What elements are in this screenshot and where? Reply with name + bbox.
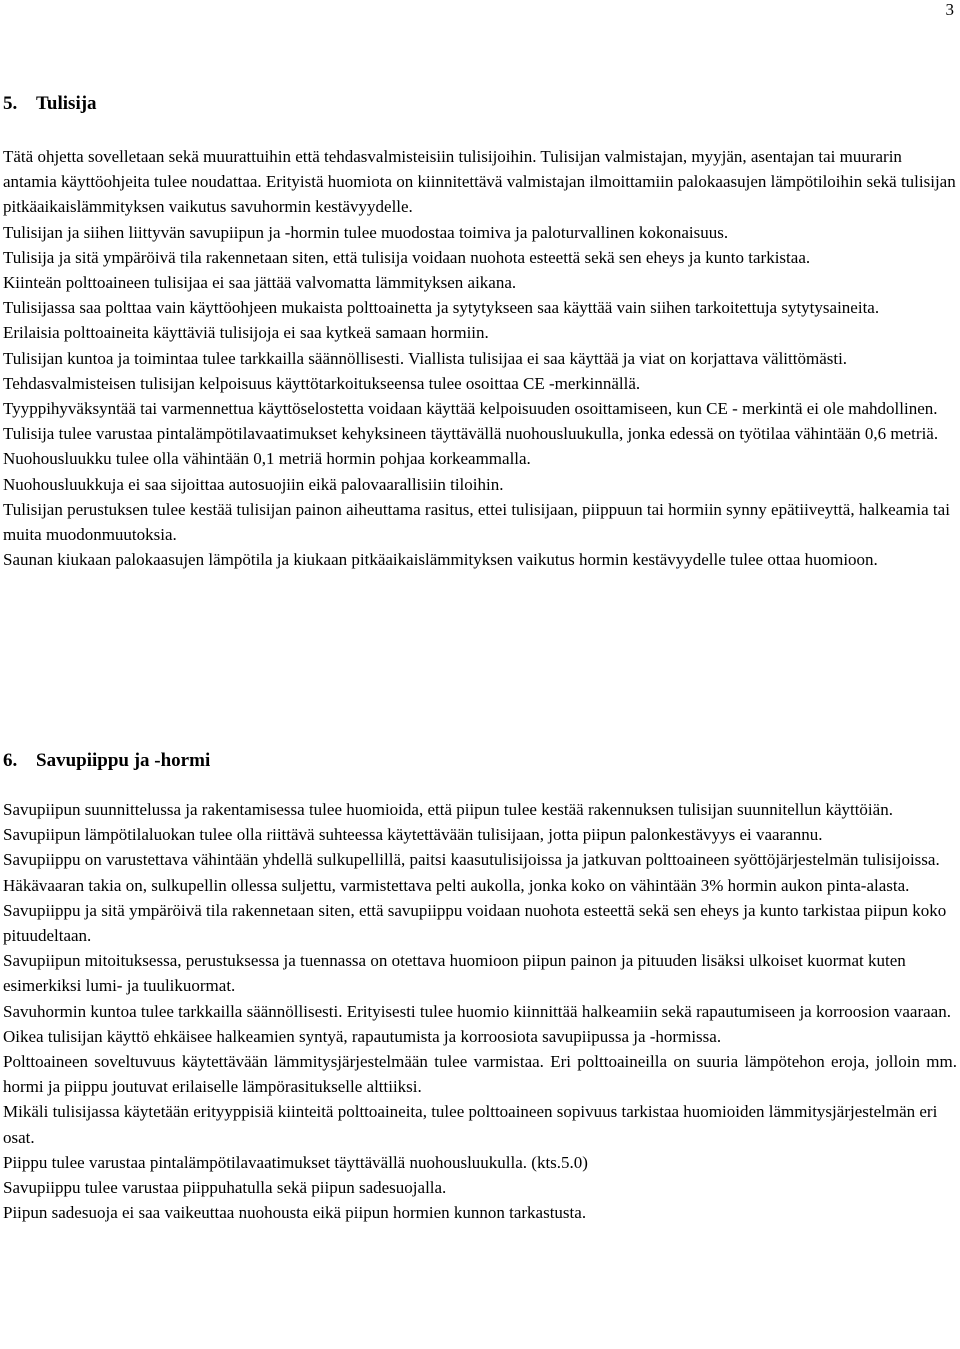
paragraph: Tulisijan kuntoa ja toimintaa tulee tarkkailla säännöllisesti. Viallista tulisijaa ei saa käyttää ja viat on korjattava välittömästi. — [3, 348, 848, 368]
paragraph: Tehdasvalmisteisen tulisijan kelpoisuus käyttötarkoitukseensa tulee osoittaa CE -merkinnällä. — [3, 373, 641, 393]
paragraph: Erilaisia polttoaineita käyttäviä tulisijoja ei saa kytkeä samaan hormiin. — [3, 323, 489, 343]
paragraph: Häkävaaran takia on, sulkupellin ollessa suljettu, varmistettava pelti aukolla, jonka koko on vähintään 3% hormin aukon pinta-alasta. — [3, 875, 910, 895]
paragraph: Tulisija ja sitä ympäröivä tila rakennetaan siten, että tulisija voidaan nuohota esteettä sekä sen eheys ja kunto tarkistaa. — [3, 247, 811, 267]
paragraph: Piipun sadesuoja ei saa vaikeuttaa nuohousta eikä piipun hormien kunnon tarkastusta. — [3, 1203, 587, 1223]
paragraph: Tulisijassa saa polttaa vain käyttöohjeen mukaista polttoainetta ja sytytykseen saa käyttää vain siihen tarkoitettuja sytytysaineita. — [3, 298, 880, 318]
paragraph: Mikäli tulisijassa käytetään erityyppisiä kiinteitä polttoaineita, tulee polttoaineen sopivuus tarkistaa huomioiden lämmitysjärjestelmän eri osat. — [3, 1102, 938, 1147]
section-heading — [3, 748, 957, 774]
paragraph: Tulisijan ja siihen liittyvän savupiipun ja -hormin tulee muodostaa toimiva ja paloturvallinen kokonaisuus. — [3, 222, 729, 242]
paragraph: Piippu tulee varustaa pintalämpötilavaatimukset täyttävällä nuohousluukulla. (kts.5.0) — [3, 1152, 588, 1172]
paragraph: Tulisijan perustuksen tulee kestää tulisijan painon aiheuttama rasitus, ettei tulisijaan, piippuun tai hormiin synny epätiiveyttä, halkeamia tai muita muodonmuutoksia. — [3, 499, 950, 545]
paragraph: Savupiipun suunnittelussa ja rakentamisessa tulee huomioida, että piipun tulee kestää rakennuksen tulisijan suunnitellun käyttöiän. — [3, 800, 893, 819]
section-body — [3, 144, 957, 572]
section-savupiippu — [3, 748, 957, 1225]
paragraph: Tulisija tulee varustaa pintalämpötilavaatimukset kehyksineen täyttävällä nuohousluukulla, jonka edessä on työtilaa vähintään 0,6 metriä. Nuohousluukku tulee olla vähintään 0,1 metriä hormin pohjaa korkeammalla. — [3, 424, 939, 469]
section-tulisija — [3, 91, 957, 572]
paragraph: Savupiippu on varustettava vähintään yhdellä sulkupellillä, paitsi kaasutulisijoissa ja jatkuvan polttoaineen syöttöjärjestelmän tulisijoissa. — [3, 850, 940, 870]
section-body — [3, 797, 957, 1225]
section-number: 5. — [3, 93, 18, 114]
paragraph: Savupiipun mitoituksessa, perustuksessa ja tuennassa on otettava huomioon piipun painon ja pituuden lisäksi ulkoiset kuormat kuten esimerkiksi lumi- ja tuulikuormat. — [3, 951, 906, 996]
paragraph: Kiinteän polttoaineen tulisijaa ei saa jättää valvomatta lämmityksen aikana. — [3, 273, 517, 293]
paragraph: Savupiippu tulee varustaa piippuhatulla sekä piipun sadesuojalla. — [3, 1178, 447, 1198]
page-number: 3 — [945, 0, 954, 19]
paragraph: Savupiipun lämpötilaluokan tulee olla riittävä suhteessa käytettävään tulisijaan, jotta piipun palonkestävyys ei vaarannu. — [3, 825, 823, 845]
paragraph: Tyyppihyväksyntää tai varmennettua käyttöselostetta voidaan käyttää kelpoisuuden osoittamiseen, kun CE - merkintä ei ole mahdollinen. — [3, 399, 938, 419]
paragraph: Saunan kiukaan palokaasujen lämpötila ja kiukaan pitkäaikaislämmityksen vaikutus hormin kestävyydelle tulee ottaa huomioon. — [3, 550, 878, 570]
section-title: Tulisija — [36, 93, 97, 114]
section-number: 6. — [3, 750, 18, 771]
paragraph: Polttoaineen soveltuvuus käytettävään lämmitysjärjestelmään tulee varmistaa. Eri polttoaineilla on suuria lämpötehon eroja, jolloin mm. hormi ja piippu joutuvat erilaiselle lämpörasitukselle alttiiksi. — [3, 1052, 957, 1097]
paragraph: Tätä ohjetta sovelletaan sekä muurattuihin että tehdasvalmisteisiin tulisijoihin. Tulisijan valmistajan, myyjän, asentajan tai muurarin antamia käyttöohjeita tulee noudattaa. Erityistä huomiota on kiinnitettävä valmistajan ilmoittamiin palokaasujen lämpötiloihin sekä tulisijan pitkäaikaislämmityksen vaikutus savuhormin kestävyydelle. — [3, 147, 956, 217]
section-heading — [3, 91, 957, 117]
paragraph: Savupiippu ja sitä ympäröivä tila rakennetaan siten, että savupiippu voidaan nuohota esteettä sekä sen eheys ja kunto tarkistaa piipun koko pituudeltaan. — [3, 900, 947, 946]
paragraph: Savuhormin kuntoa tulee tarkkailla säännöllisesti. Erityisesti tulee huomio kiinnittää halkeamiin sekä rapautumiseen ja korroosion vaaraan. Oikea tulisijan käyttö ehkäisee halkeamien syntyä, rapautumista ja korroosiota savupiipussa ja -hormissa. — [3, 1001, 951, 1046]
section-title: Savupiippu ja -hormi — [36, 750, 211, 771]
paragraph: Nuohousluukkuja ei saa sijoittaa autosuojiin eikä palovaarallisiin tiloihin. — [3, 474, 504, 494]
